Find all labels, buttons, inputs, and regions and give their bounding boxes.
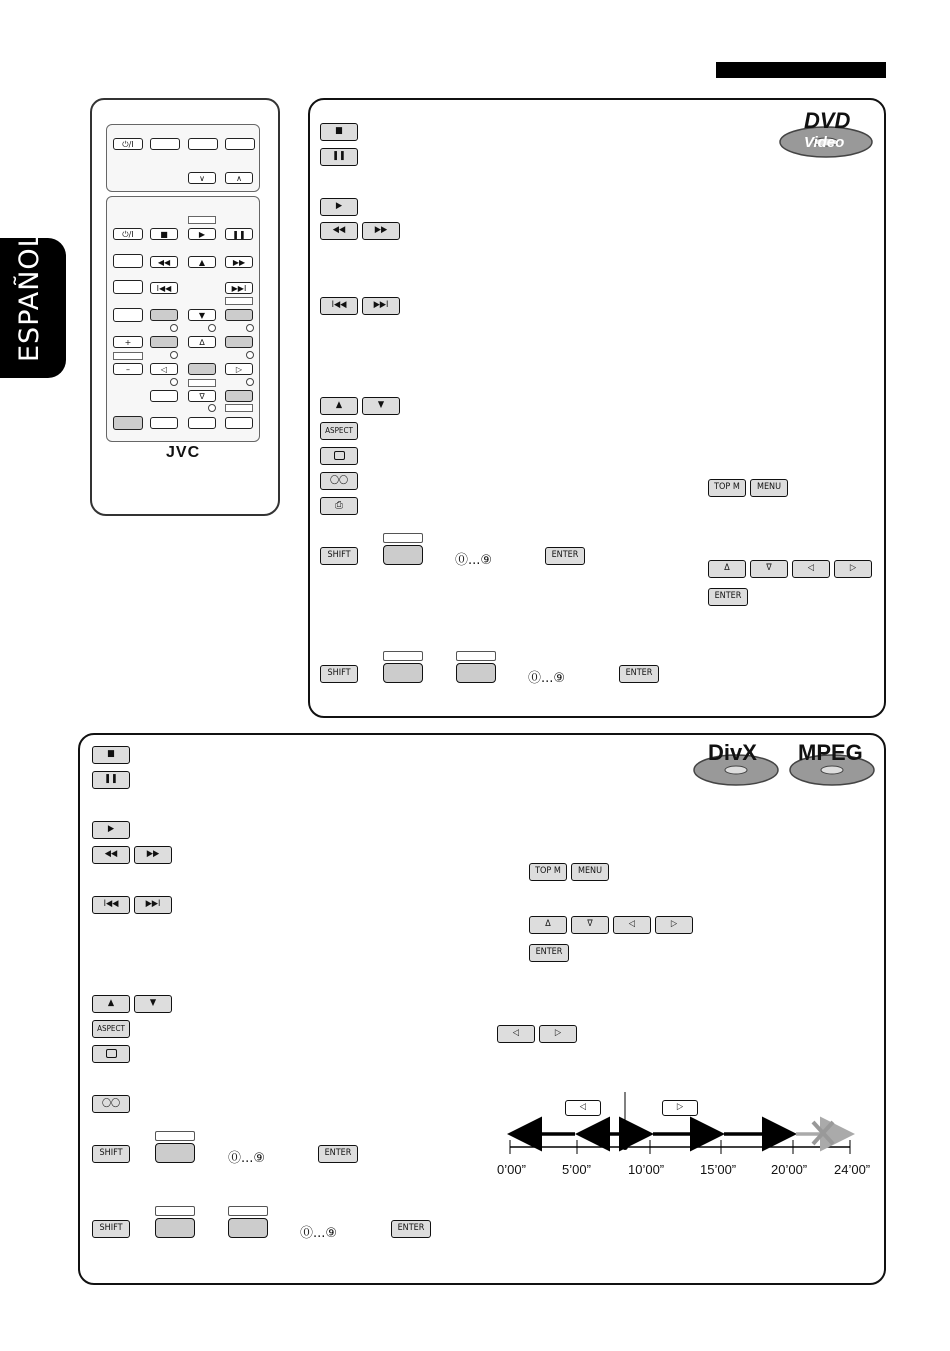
nav-right-button[interactable]: ▷ xyxy=(834,560,872,578)
key-label-blank xyxy=(383,651,423,661)
remote-button xyxy=(188,138,218,150)
divx-play-button[interactable]: ▶ xyxy=(92,821,130,839)
remote-plus-button: + xyxy=(113,336,143,348)
remote-down-arrow-button: ▼ xyxy=(188,309,216,321)
remote-button xyxy=(150,138,180,150)
divx-logo xyxy=(692,740,782,786)
remote-indicator xyxy=(246,324,254,332)
stop-button[interactable]: ■ xyxy=(320,123,358,141)
divx-nav-left-button[interactable]: ◁ xyxy=(613,916,651,934)
remote-nav-up-button: ∆ xyxy=(188,336,216,348)
divx-nav-enter-button[interactable]: ENTER xyxy=(529,944,569,962)
divx-aspect-button[interactable]: ASPECT xyxy=(92,1020,130,1038)
aspect-button[interactable]: ASPECT xyxy=(320,422,358,440)
divx-up-button[interactable]: ▲ xyxy=(92,995,130,1013)
header-bar xyxy=(716,62,886,78)
remote-button xyxy=(113,308,143,322)
remote-button xyxy=(150,336,178,348)
number-keys-2: ⓪...⑨ xyxy=(528,671,566,686)
divx-shift-button-2[interactable]: SHIFT xyxy=(92,1220,130,1238)
timeline-label-20: 20’00” xyxy=(771,1162,808,1177)
up-button[interactable]: ▲ xyxy=(320,397,358,415)
remote-nav-left-button: ◁ xyxy=(150,363,178,375)
remote-brand-logo: JVC xyxy=(166,444,201,461)
subtitle-icon xyxy=(106,1049,117,1058)
key-label-blank xyxy=(383,533,423,543)
divx-logo-text: DivX xyxy=(708,740,757,765)
divx-number-keys-2: ⓪...⑨ xyxy=(300,1226,338,1241)
subtitle-button[interactable] xyxy=(320,447,358,465)
dvd-video-logo xyxy=(778,108,874,158)
divx-skip-forward-button[interactable]: ▷ xyxy=(539,1025,577,1043)
divx-nav-up-button[interactable]: ∆ xyxy=(529,916,567,934)
shift-button-2[interactable]: SHIFT xyxy=(320,665,358,683)
next-chapter-button[interactable]: ▶▶I xyxy=(362,297,400,315)
remote-down-button: ∨ xyxy=(188,172,216,184)
mpeg-logo xyxy=(788,740,878,786)
nav-enter-button[interactable]: ENTER xyxy=(708,588,748,606)
remote-button xyxy=(225,138,255,150)
remote-button xyxy=(113,254,143,268)
remote-indicator xyxy=(246,378,254,386)
divx-previous-button[interactable]: I◀◀ xyxy=(92,896,130,914)
audio-icon: ◯◯ xyxy=(329,475,349,485)
remote-button xyxy=(188,363,216,375)
divx-fast-forward-button[interactable]: ▶▶ xyxy=(134,846,172,864)
shifted-key-button-a[interactable] xyxy=(383,663,423,683)
shift-button[interactable]: SHIFT xyxy=(320,547,358,565)
rewind-button[interactable]: ◀◀ xyxy=(320,222,358,240)
remote-button xyxy=(225,309,253,321)
remote-nav-right-button: ▷ xyxy=(225,363,253,375)
divx-subtitle-button[interactable] xyxy=(92,1045,130,1063)
remote-button xyxy=(113,280,143,294)
previous-chapter-button[interactable]: I◀◀ xyxy=(320,297,358,315)
timeline-label-24: 24’00” xyxy=(834,1162,871,1177)
remote-subtitle-button xyxy=(188,417,216,429)
remote-power-button-top: ⏻/I xyxy=(113,138,143,150)
angle-button[interactable] xyxy=(320,497,358,515)
subtitle-icon xyxy=(334,451,345,460)
divx-nav-down-button[interactable]: ∇ xyxy=(571,916,609,934)
remote-minus-button: – xyxy=(113,363,143,375)
remote-audio-button xyxy=(150,417,178,429)
remote-button xyxy=(150,309,178,321)
mpeg-logo-text: MPEG xyxy=(798,740,863,765)
key-label-blank xyxy=(456,651,496,661)
divx-down-button[interactable]: ▼ xyxy=(134,995,172,1013)
divx-enter-button-2[interactable]: ENTER xyxy=(391,1220,431,1238)
divx-menu-button[interactable]: MENU xyxy=(571,863,609,881)
remote-indicator xyxy=(170,324,178,332)
remote-indicator xyxy=(170,378,178,386)
fast-forward-button[interactable]: ▶▶ xyxy=(362,222,400,240)
dvd-logo-text: DVD xyxy=(804,108,851,133)
divx-shifted-key-button-b[interactable] xyxy=(228,1218,268,1238)
shifted-key-button-b[interactable] xyxy=(456,663,496,683)
timeline-label-0: 0’00” xyxy=(497,1162,526,1177)
key-label-blank xyxy=(155,1131,195,1141)
divx-mpeg-section xyxy=(78,733,886,1285)
enter-button[interactable]: ENTER xyxy=(545,547,585,565)
remote-up-arrow-button: ▲ xyxy=(188,256,216,268)
remote-key-label xyxy=(188,379,216,387)
remote-button xyxy=(225,336,253,348)
remote-up-button: ∧ xyxy=(225,172,253,184)
nav-left-button[interactable]: ◁ xyxy=(792,560,830,578)
video-logo-text: Video xyxy=(804,134,845,151)
timeline-left-key: ◁ xyxy=(565,1100,601,1116)
remote-key-label xyxy=(225,404,253,412)
divx-next-button[interactable]: ▶▶I xyxy=(134,896,172,914)
remote-nav-down-button: ∇ xyxy=(188,390,216,402)
number-keys: ⓪...⑨ xyxy=(455,553,493,568)
divx-shift-button[interactable]: SHIFT xyxy=(92,1145,130,1163)
divx-pause-button[interactable]: ❚❚ xyxy=(92,771,130,789)
remote-rew-button: ◀◀ xyxy=(150,256,178,268)
divx-number-keys: ⓪...⑨ xyxy=(228,1151,266,1166)
remote-indicator xyxy=(208,404,216,412)
timeline-right-key: ▷ xyxy=(662,1100,698,1116)
remote-angle-button xyxy=(225,417,253,429)
remote-play-button: ▶ xyxy=(188,228,216,240)
divx-nav-right-button[interactable]: ▷ xyxy=(655,916,693,934)
key-label-blank xyxy=(155,1206,195,1216)
play-button[interactable]: ▶ xyxy=(320,198,358,216)
remote-key-label xyxy=(225,297,253,305)
remote-button xyxy=(225,390,253,402)
divx-rewind-button[interactable]: ◀◀ xyxy=(92,846,130,864)
divx-enter-button[interactable]: ENTER xyxy=(318,1145,358,1163)
timeline-label-10: 10’00” xyxy=(628,1162,665,1177)
nav-down-button[interactable]: ∇ xyxy=(750,560,788,578)
audio-button[interactable] xyxy=(320,472,358,490)
language-tab xyxy=(0,231,66,378)
divx-shifted-key-button-a[interactable] xyxy=(155,1218,195,1238)
divx-top-menu-button[interactable]: TOP M xyxy=(529,863,567,881)
remote-indicator xyxy=(170,351,178,359)
pause-button[interactable]: ❚❚ xyxy=(320,148,358,166)
shifted-key-button[interactable] xyxy=(383,545,423,565)
down-button[interactable]: ▼ xyxy=(362,397,400,415)
key-label-blank xyxy=(228,1206,268,1216)
remote-ff-button: ▶▶ xyxy=(225,256,253,268)
remote-next-button: ▶▶I xyxy=(225,282,253,294)
remote-key-label xyxy=(188,216,216,224)
remote-power-button: ⏻/I xyxy=(113,228,143,240)
camera-icon: ⎙ xyxy=(335,500,343,511)
remote-stop-button: ■ xyxy=(150,228,178,240)
nav-up-button[interactable]: ∆ xyxy=(708,560,746,578)
enter-button-2[interactable]: ENTER xyxy=(619,665,659,683)
remote-key-label xyxy=(113,352,143,360)
timeline-label-15: 15’00” xyxy=(700,1162,737,1177)
language-tab-label: ESPAÑOL xyxy=(14,231,45,362)
remote-pause-button: ❚❚ xyxy=(225,228,253,240)
remote-indicator xyxy=(208,324,216,332)
remote-shift-button xyxy=(113,416,143,430)
divx-stop-button[interactable]: ■ xyxy=(92,746,130,764)
remote-indicator xyxy=(246,351,254,359)
timeline-label-5: 5’00” xyxy=(562,1162,591,1177)
divx-shifted-key-button[interactable] xyxy=(155,1143,195,1163)
menu-button[interactable]: MENU xyxy=(750,479,788,497)
divx-audio-button[interactable] xyxy=(92,1095,130,1113)
divx-skip-back-button[interactable]: ◁ xyxy=(497,1025,535,1043)
audio-icon: ◯◯ xyxy=(101,1098,121,1108)
top-menu-button[interactable]: TOP M xyxy=(708,479,746,497)
remote-prev-button: I◀◀ xyxy=(150,282,178,294)
remote-button xyxy=(150,390,178,402)
